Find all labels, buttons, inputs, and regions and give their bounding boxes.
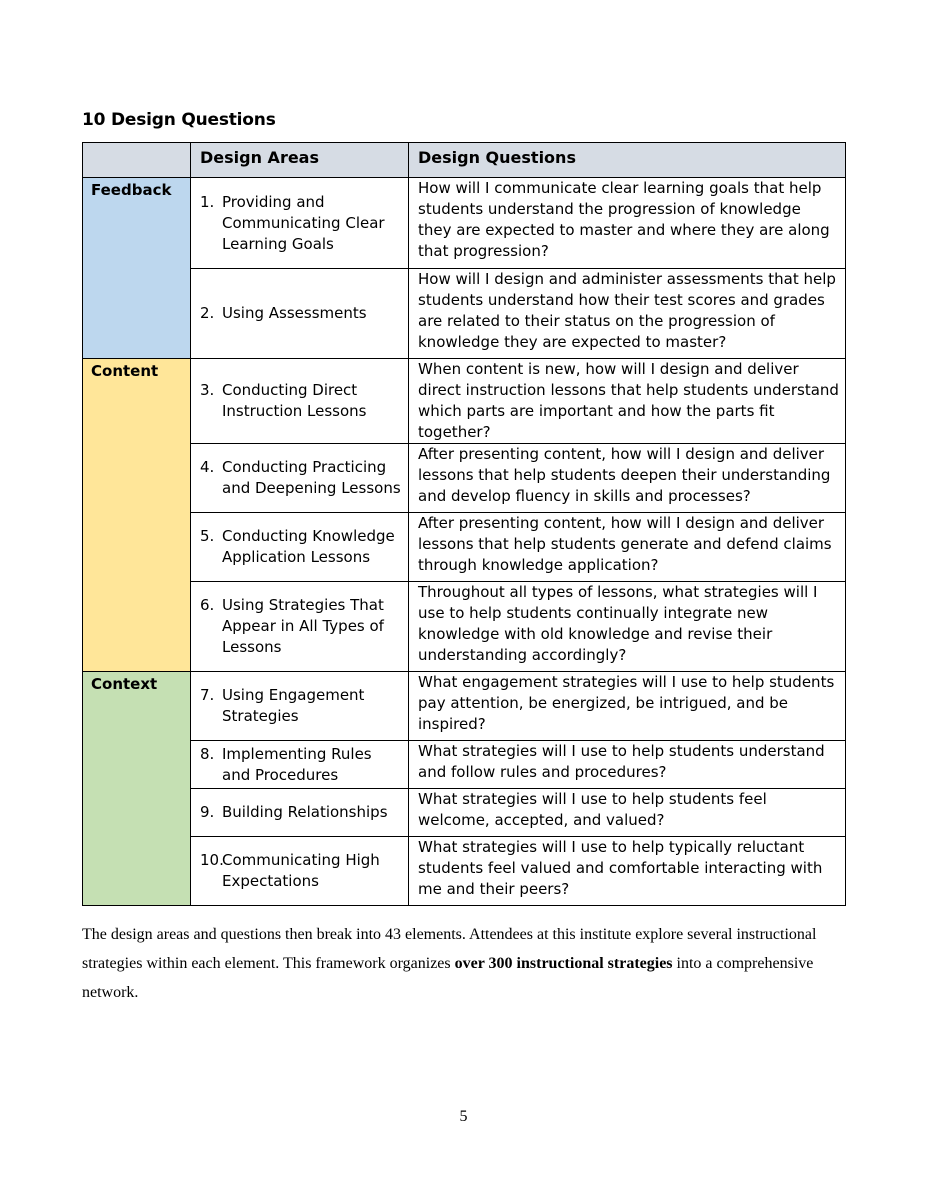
category-feedback: Feedback	[83, 178, 191, 359]
body-paragraph	[82, 920, 852, 1007]
area-label: Implementing Rules and Procedures	[222, 744, 372, 784]
design-area-cell	[191, 837, 409, 906]
area-number: 7.	[200, 686, 215, 704]
design-question-cell: After presenting content, how will I design and deliver lessons that help students generate and defend claims through knowledge application?	[409, 513, 846, 582]
table-row	[83, 789, 846, 837]
design-question-cell: What strategies will I use to help typically reluctant students feel valued and comfortable interacting with me and their peers?	[409, 837, 846, 906]
area-number: 10.	[200, 851, 224, 869]
design-area-cell	[191, 582, 409, 672]
area-number: 3.	[200, 381, 215, 399]
area-number: 6.	[200, 596, 215, 614]
area-label: Using Strategies That Appear in All Types of Lessons	[222, 596, 384, 656]
design-area-cell	[191, 741, 409, 789]
category-content: Content	[83, 359, 191, 672]
area-number: 1.	[200, 192, 215, 211]
area-label: Communicating High Expectations	[222, 851, 380, 890]
design-questions-table	[82, 142, 846, 906]
area-number: 5.	[200, 527, 215, 545]
paragraph-text: The design areas and questions then break into 43 elements. Attendees at this institute explore several instructional strategies within each element. This framework organizes	[82, 926, 817, 972]
area-label: Conducting Knowledge Application Lessons	[222, 527, 395, 566]
area-label: Conducting Direct Instruction Lessons	[222, 381, 367, 420]
table-row	[83, 741, 846, 789]
table-row	[83, 359, 846, 444]
area-number: 4.	[200, 458, 215, 476]
area-number: 8.	[200, 744, 215, 763]
design-question-cell: How will I design and administer assessments that help students understand how their test scores and grades are related to their status on the progression of knowledge they are expected to master?	[409, 269, 846, 359]
paragraph-bold-text: over 300 instructional strategies	[454, 955, 673, 972]
design-question-cell: How will I communicate clear learning goals that help students understand the progression of knowledge they are expected to master and where they are along that progression?	[409, 178, 846, 269]
design-area-cell	[191, 513, 409, 582]
area-label: Providing and Communicating Clear Learning Goals	[222, 192, 385, 253]
table-row	[83, 672, 846, 741]
area-number: 2.	[200, 304, 215, 322]
design-area-cell	[191, 359, 409, 444]
design-area-cell	[191, 269, 409, 359]
design-area-cell	[191, 444, 409, 513]
table-row	[83, 178, 846, 269]
area-number: 9.	[200, 803, 215, 821]
design-question-cell: Throughout all types of lessons, what strategies will I use to help students continually integrate new knowledge with old knowledge and revise their understanding accordingly?	[409, 582, 846, 672]
table-row	[83, 269, 846, 359]
design-question-cell: When content is new, how will I design and deliver direct instruction lessons that help students understand which parts are important and how the parts fit together?	[409, 359, 846, 444]
table-row	[83, 444, 846, 513]
section-heading: 10 Design Questions	[82, 110, 276, 130]
table-header-row	[83, 143, 846, 178]
area-label: Building Relationships	[222, 803, 388, 821]
area-label: Conducting Practicing and Deepening Lessons	[222, 458, 401, 497]
design-question-cell: What strategies will I use to help students feel welcome, accepted, and valued?	[409, 789, 846, 837]
category-context: Context	[83, 672, 191, 906]
page-number: 5	[459, 1108, 468, 1125]
paragraph-text-end: into a comprehensive network.	[82, 955, 814, 1001]
design-area-cell	[191, 789, 409, 837]
area-label: Using Assessments	[222, 304, 367, 322]
design-question-cell: After presenting content, how will I design and deliver lessons that help students deepen their understanding and develop fluency in skills and processes?	[409, 444, 846, 513]
table-row	[83, 513, 846, 582]
design-area-cell	[191, 672, 409, 741]
header-design-areas: Design Areas	[191, 143, 409, 178]
table-row	[83, 582, 846, 672]
header-category	[83, 143, 191, 178]
design-area-cell	[191, 178, 409, 269]
design-question-cell: What strategies will I use to help students understand and follow rules and procedures?	[409, 741, 846, 789]
table-row	[83, 837, 846, 906]
header-design-questions: Design Questions	[409, 143, 846, 178]
design-question-cell: What engagement strategies will I use to help students pay attention, be energized, be intrigued, and be inspired?	[409, 672, 846, 741]
area-label: Using Engagement Strategies	[222, 686, 365, 725]
